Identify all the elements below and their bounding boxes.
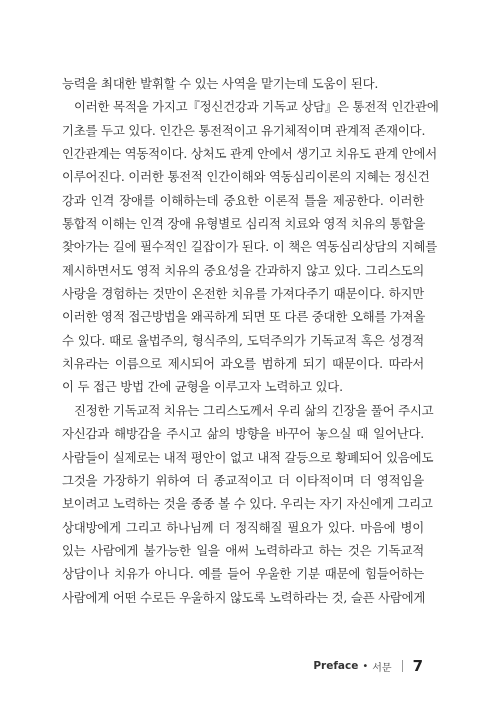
text-line: 이 두 접근 방법 간에 균형을 이루고자 노력하고 있다. <box>62 379 343 395</box>
footer-section-english: Preface <box>313 660 359 672</box>
text-line: 강과 인격 장애를 이해하는데 중요한 이론적 틀을 제공한다. 이러한 <box>62 192 424 208</box>
body-text <box>62 72 439 609</box>
footer-separator: • <box>362 660 369 672</box>
text-line: 제시하면서도 영적 치유의 중요성을 간과하지 않고 있다. 그리스도의 <box>62 262 424 278</box>
text-line: 통합적 이해는 인격 장애 유형별로 심리적 치료와 영적 치유의 통합을 <box>62 216 426 232</box>
text-line: 그것을 가장하기 위하여 더 종교적이고 더 이타적이며 더 영적임을 <box>62 472 424 488</box>
running-footer <box>313 656 423 676</box>
text-line: 찾아가는 길에 필수적인 길잡이가 된다. 이 책은 역동심리상담의 지혜를 <box>62 239 437 255</box>
text-line: 자신감과 해방감을 주시고 삶의 방향을 바꾸어 놓으실 때 일어난다. <box>62 426 424 442</box>
text-line: 있는 사람에게 불가능한 일을 애써 노력하라고 하는 것은 기독교적 <box>62 542 424 558</box>
text-line: 이루어진다. 이러한 통전적 인간이해와 역동심리이론의 지혜는 정신건 <box>62 169 430 185</box>
text-line: 능력을 최대한 발휘할 수 있는 사역을 맡기는데 도움이 된다. <box>62 76 379 91</box>
text-line: 이러한 영적 접근방법을 왜곡하게 되면 또 다른 중대한 오해를 가져올 <box>62 309 426 325</box>
text-line: 사랑을 경험하는 것만이 온전한 치유를 가져다주기 때문이다. 하지만 <box>62 286 424 302</box>
text-line: 상담이나 치유가 아니다. 예를 들어 우울한 기분 때문에 힘들어하는 <box>62 566 424 582</box>
text-line: 사람에게 어떤 수로든 우울하지 않도록 노력하라는 것, 슬픈 사람에게 <box>62 589 426 605</box>
text-line: 보이려고 노력하는 것을 종종 볼 수 있다. 우리는 자기 자신에게 그리고 <box>62 496 433 512</box>
text-line: 사람들이 실제로는 내적 평안이 없고 내적 갈등으로 황폐되어 있음에도 <box>62 449 434 465</box>
footer-divider <box>402 660 403 672</box>
text-line: 인간관계는 역동적이다. 상처도 관계 안에서 생기고 치유도 관계 안에서 <box>62 146 437 162</box>
text-line: 기초를 두고 있다. 인간은 통전적이고 유기체적이며 관계적 존재이다. <box>62 122 426 138</box>
footer-section-korean: 서문 <box>372 662 392 674</box>
text-line: 이러한 목적을 가지고『정신건강과 기독교 상담』은 통전적 인간관에 <box>74 99 439 115</box>
text-line: 상대방에게 그리고 하나님께 더 정직해질 필요가 있다. 마음에 병이 <box>62 519 424 535</box>
text-line: 수 있다. 때로 율법주의, 형식주의, 도덕주의가 기독교적 혹은 성경적 <box>62 332 424 348</box>
text-line: 진정한 기독교적 치유는 그리스도께서 우리 삶의 긴장을 풀어 주시고 <box>74 402 434 418</box>
page-number: 7 <box>412 657 423 675</box>
text-line: 치유라는 이름으로 제시되어 과오를 범하게 되기 때문이다. 따라서 <box>62 356 424 372</box>
